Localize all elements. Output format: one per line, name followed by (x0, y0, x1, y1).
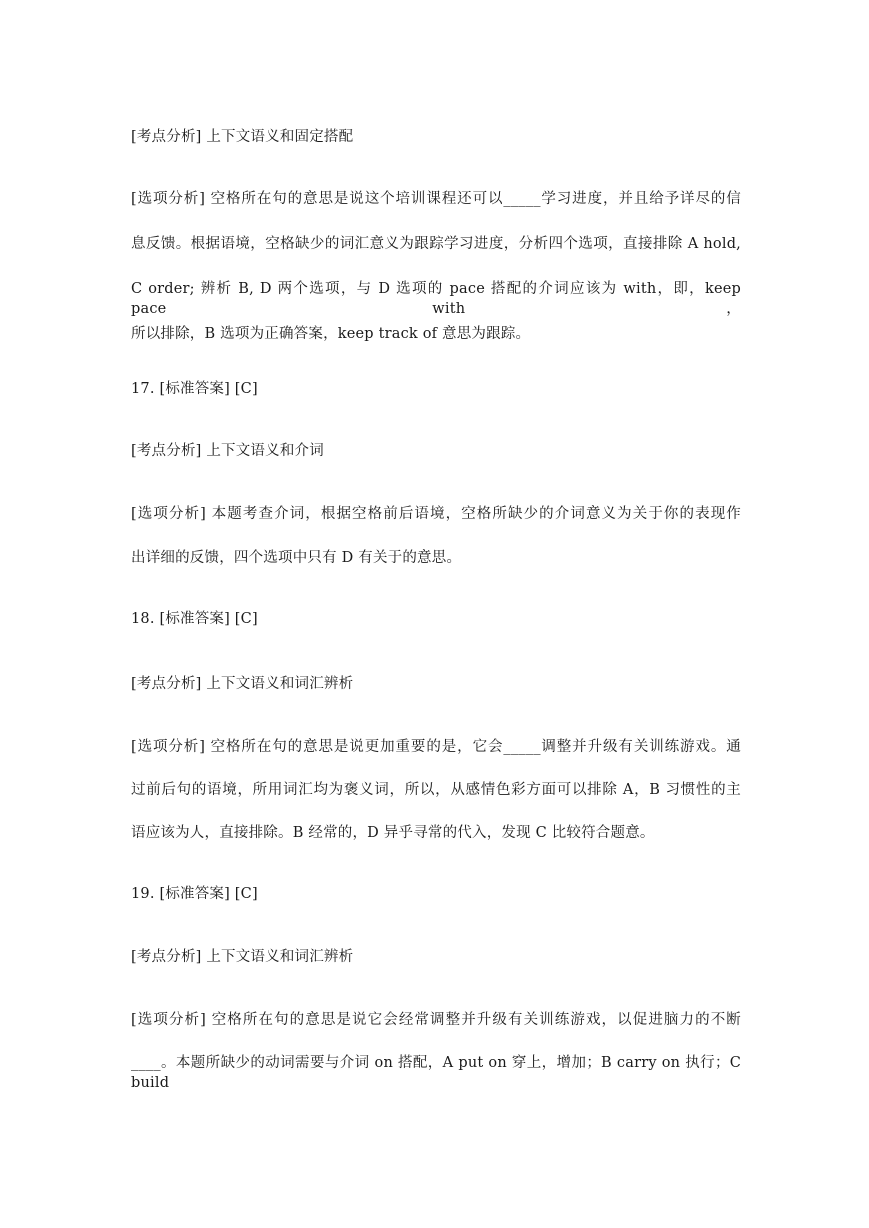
paragraph-line: [选项分析] 空格所在句的意思是说它会经常调整并升级有关训练游戏，以促进脑力的不断 (131, 1012, 741, 1028)
paragraph-line: [选项分析] 空格所在句的意思是说更加重要的是，它会_____调整并升级有关训练游戏。通 (131, 739, 741, 755)
answer-heading-18: 18. [标准答案] [C] (131, 611, 258, 627)
paragraph-line: 出详细的反馈，四个选项中只有 D 有关于的意思。 (131, 550, 462, 566)
section-heading-analysis: [考点分析] 上下文语义和词汇辨析 (131, 676, 354, 692)
paragraph-line: 过前后句的语境，所用词汇均为褒义词，所以，从感情色彩方面可以排除 A，B 习惯性的主 (131, 782, 741, 798)
paragraph-line: 语应该为人，直接排除。B 经常的，D 异乎寻常的代入，发现 C 比较符合题意。 (131, 825, 655, 841)
paragraph-line: [选项分析] 空格所在句的意思是说这个培训课程还可以_____学习进度，并且给予详尽的信 (131, 191, 741, 207)
section-heading-analysis: [考点分析] 上下文语义和词汇辨析 (131, 949, 354, 965)
section-heading-analysis: [考点分析] 上下文语义和固定搭配 (131, 129, 354, 145)
answer-heading-19: 19. [标准答案] [C] (131, 886, 258, 902)
paragraph-line: 所以排除，B 选项为正确答案，keep track of 意思为跟踪。 (131, 326, 531, 342)
paragraph-line: 息反馈。根据语境，空格缺少的词汇意义为跟踪学习进度，分析四个选项，直接排除 A hold, (131, 236, 741, 252)
paragraph-line: [选项分析] 本题考查介词，根据空格前后语境，空格所缺少的介词意义为关于你的表现作 (131, 506, 741, 522)
paragraph-line: ____。本题所缺少的动词需要与介词 on 搭配，A put on 穿上，增加；B carry on 执行；C build (131, 1055, 741, 1091)
answer-heading-17: 17. [标准答案] [C] (131, 381, 258, 397)
paragraph-line: C order; 辨析 B, D 两个选项，与 D 选项的 pace 搭配的介词应该为 with，即，keep pace with， (131, 281, 741, 317)
section-heading-analysis: [考点分析] 上下文语义和介词 (131, 443, 324, 459)
